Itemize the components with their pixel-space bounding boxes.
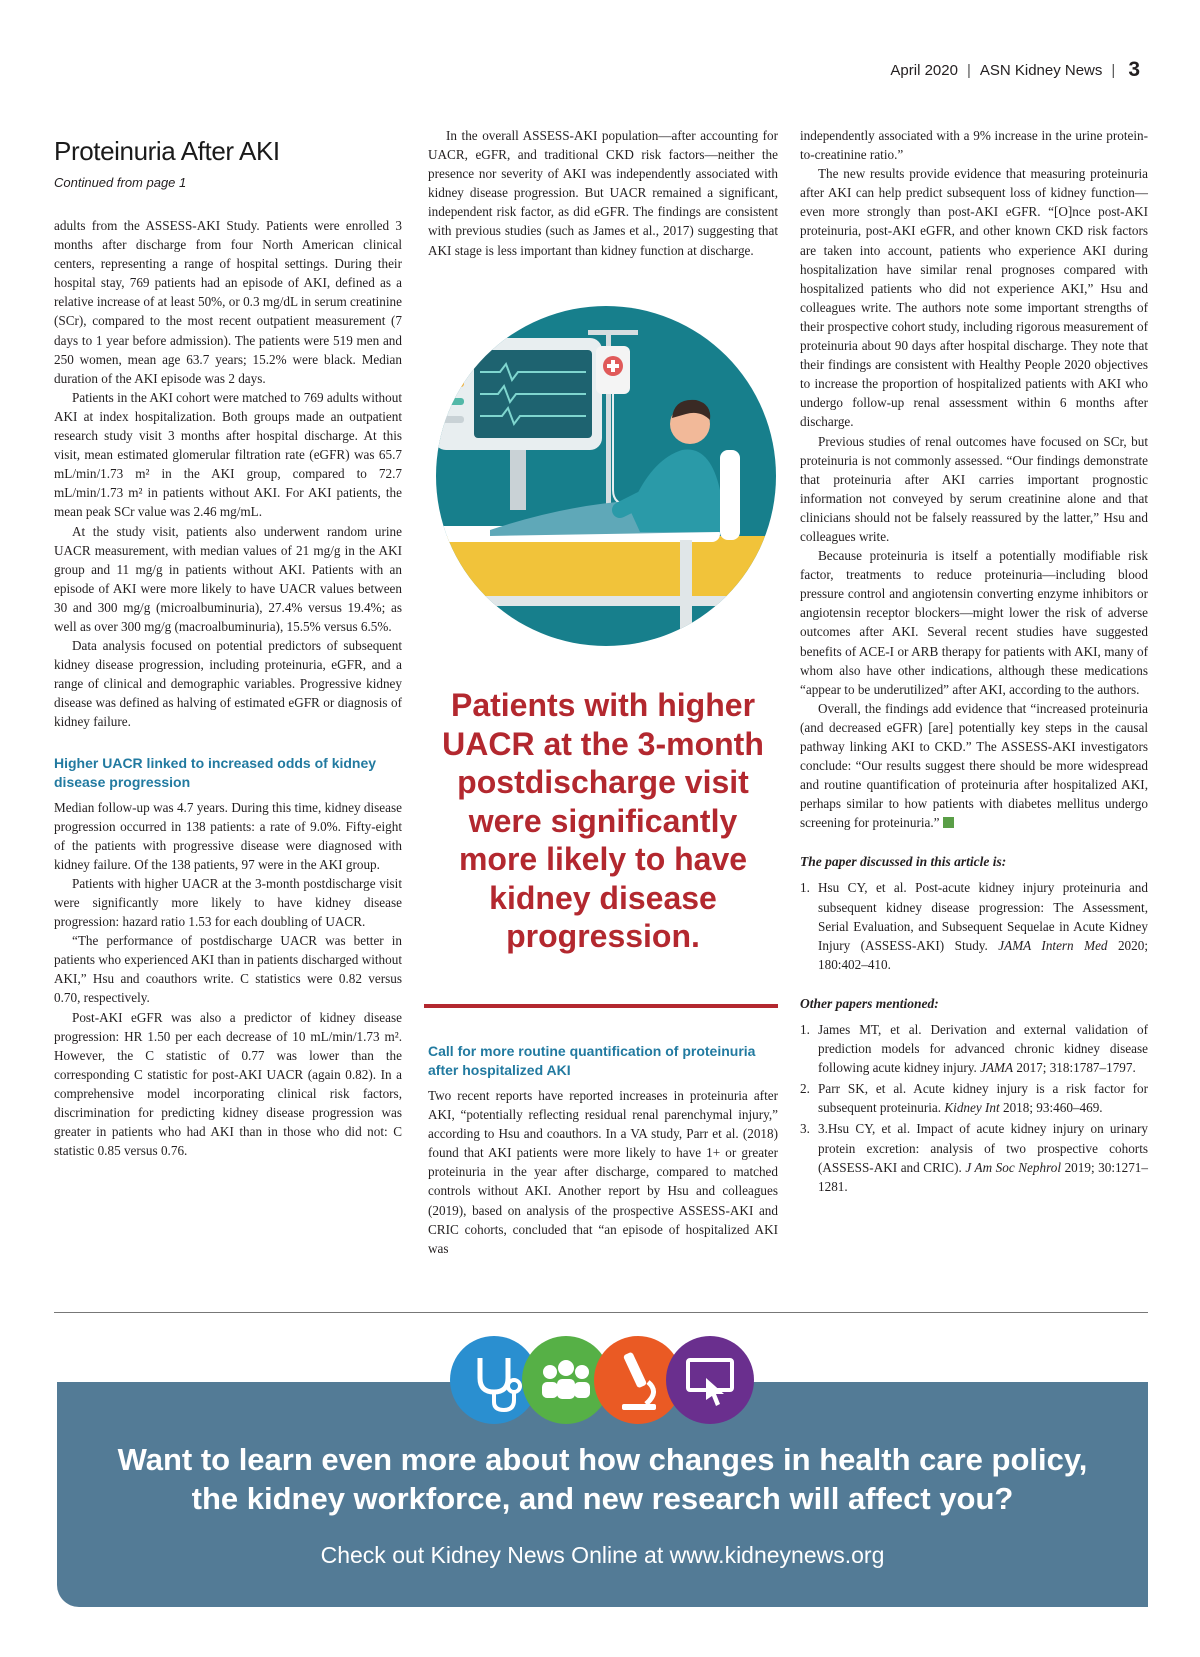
paragraph: Patients in the AKI cohort were matched to 769 adults without AKI at index hospitalization. Both groups made an outpatient research study visit 3 months after hospital discharge. At this visit, mean estimated glomerular filtration rate (eGFR) was 65.7 mL/min/1.73 m² in the AKI group, compared to 72.7 mL/min/1.73 m² in patients without AKI. For AKI patients, the mean peak SCr value was 2.46 mg/mL. [54,389,402,520]
other-reference-list [800,1020,1148,1196]
section-heading: Call for more routine quantification of proteinuria after hospitalized AKI [428,1043,756,1078]
page-header [890,58,1140,82]
hospital-patient-illustration [420,300,792,650]
article-column-2-lower [428,1042,778,1258]
promo-icons [448,1334,758,1426]
issue-date: April 2020 [890,61,958,79]
pull-quote-rule [424,1004,778,1008]
article-column-3 [800,126,1148,1198]
reference-item: 3. 3.Hsu CY, et al. Impact of acute kidney injury on urinary protein excretion: analysis of two prospective cohorts (ASSESS-AKI and CRIC). J Am Soc Nephrol 2019; 30:1271–1281. [800,1121,1148,1194]
paragraph: Data analysis focused on potential predictors of subsequent kidney disease progression, including proteinuria, eGFR, and a range of clinical and demographic variables. Progressive kidney disease was defined as halving of estimated eGFR or diagnosis of kidney failure. [54,638,402,730]
paragraph: At the study visit, patients also underwent random urine UACR measurement, with median values of 21 mg/g in the AKI group and 11 mg/g in patients without AKI. Patients with an episode of AKI were more likely to have UACR values between 30 and 300 mg/g (microalbuminuria), 27.4% versus 19.4%; as well as over 300 mg/g (macroalbuminuria), 15.5% versus 6.5%. [54,523,402,634]
reference-item: 2. Parr SK, et al. Acute kidney injury is a risk factor for subsequent proteinuria. Kidney Int 2018; 93:460–469. [800,1081,1148,1116]
promo-link-text[interactable]: Check out Kidney News Online at www.kidneynews.org [320,1542,885,1568]
reference-item: 1. Hsu CY, et al. Post-acute kidney injury proteinuria and subsequent kidney disease progression: The Assessment, Serial Evaluation, and Subsequent Sequelae in Acute Kidney Injury (ASSESS-AKI) Study. JAMA Intern Med 2020; 180:402–410. [800,880,1149,972]
article-column-2 [428,126,778,260]
paragraph: Patients with higher UACR at the 3-month postdischarge visit were significantly more likely to have kidney disease progression: hazard ratio 1.53 for each doubling of UACR. [54,875,402,930]
paragraph: Because proteinuria is itself a potentially modifiable risk factor, treatments to reduce proteinuria—including blood pressure control and angiotensin converting enzyme inhibitors or angiotensin receptor blockers—might lower the risk of adverse outcomes after AKI. Several recent studies have suggested benefits of ACE-I or ARB therapy for patients with AKI, many of whom also have other indications, although these medications “appear to be underutilized” after AKI, according to the authors. [800,548,1148,697]
paragraph: In the overall ASSESS-AKI population—after accounting for UACR, eGFR, and traditional CKD risk factors—neither the presence nor severity of AKI was independently associated with kidney disease progression. But UACR remained a significant, independent risk factor, as did eGFR. The findings are consistent with previous studies (such as James et al., 2017) suggesting that AKI stage is less important than kidney function at discharge. [428,128,778,258]
header-separator: | [966,61,971,79]
main-reference-list [800,878,1148,973]
touchscreen-icon [666,1336,754,1424]
paragraph: Post-AKI eGFR was also a predictor of kidney disease progression: HR 1.50 per each decrease of 10 mL/min/1.73 m². However, the C statistic of 0.77 was lower than the corresponding C statistic for post-AKI UACR (again 0.82). In a comprehensive model incorporating clinical risk factors, discrimination for predicting kidney disease progression was greater in patients who had AKI than in those who did not: C statistic 0.85 versus 0.76. [54,1009,402,1159]
article-title: Proteinuria After AKI [54,136,280,166]
article-column-1 [54,126,402,1160]
other-papers-heading: Other papers mentioned: [800,995,939,1011]
end-mark-icon [943,817,954,828]
paragraph: The new results provide evidence that measuring proteinuria after AKI can help predict subsequent loss of kidney function—even more strongly than post-AKI eGFR. “[O]nce post-AKI proteinuria, post-AKI eGFR, and other known CKD risk factors are taken into account, patients who experience AKI during hospitalization have similar renal prognoses compared with hospitalized patients who did not experience AKI,” Hsu and colleagues write. The authors note some important strengths of their prospective cohort study, including rigorous measurement of proteinuria about 90 days after hospital discharge. They note that their findings are consistent with Healthy People 2020 objectives to increase the proportion of hospitalized patients with AKI who undergo follow-up renal assessment within 6 months after discharge. [800,166,1148,430]
paragraph: adults from the ASSESS-AKI Study. Patients were enrolled 3 months after discharge from four North American clinical centers, representing a range of hospital settings. During their hospital stay, 769 patients had an episode of AKI, defined as a relative increase of at least 50%, or 0.3 mg/dL in serum creatinine (SCr), compared to the most recent outpatient measurement (7 days to 1 year before admission). The patients were 519 men and 250 women, mean age 63.7 years; 15.2% were black. Median duration of the AKI episode was 2 days. [54,218,402,386]
closing-paragraph-text: Overall, the findings add evidence that “increased proteinuria (and decreased eGFR) [are] potentially key steps in the causal pathway linking AKI to CKD.” The ASSESS-AKI investigators conclude: “Our results suggest there should be more widespread and routine quantification of proteinuria after hospitalized AKI, perhaps similar to how patients with diabetes mellitus undergo screening for proteinuria.” [800,700,1148,831]
bed-icon [420,536,792,596]
references-heading: The paper discussed in this article is: [800,854,1007,870]
paragraph [800,699,1148,833]
continued-note: Continued from page 1 [54,175,187,190]
paragraph: Median follow-up was 4.7 years. During this time, kidney disease progression occurred in 138 patients: a rate of 9.0%. Fifty-eight of the patients with progressive disease were diagnosed with kidney failure. Of the 138 patients, 97 were in the AKI group. [54,799,402,872]
header-separator: | [1111,61,1116,79]
paragraph: independently associated with a 9% increase in the urine protein-to-creatinine ratio.” [800,128,1148,163]
paragraph: Two recent reports have reported increases in proteinuria after AKI, “potentially reflecting residual renal parenchymal injury,” according to Hsu and coauthors. In a VA study, Parr et al. (2018) found that AKI patients were more likely to have 1+ or greater proteinuria in the year after discharge, compared to matched controls without AKI. Another report by Hsu and colleagues (2019), based on analysis of the prospective ASSESS-AKI and CRIC cohorts, concluded that “an episode of hospitalized AKI was [428,1088,778,1256]
page-number: 3 [1128,58,1140,81]
reference-item: 1. James MT, et al. Derivation and external validation of prediction models for advanced chronic kidney disease following acute kidney injury. JAMA 2017; 318:1787–1797. [800,1021,1148,1076]
section-heading: Higher UACR linked to increased odds of kidney disease progression [54,754,377,790]
paragraph: Previous studies of renal outcomes have focused on SCr, but proteinuria is not commonly assessed. “Our findings demonstrate that proteinuria after AKI carries important prognostic information not conveyed by serum creatinine alone and that clinicians should not be falsely reassured by the latter,” Hsu and colleagues write. [800,433,1148,544]
footer-divider [54,1312,1148,1313]
paragraph: “The performance of postdischarge UACR was better in patients who experienced AKI than in patients discharged without AKI,” Hsu and coauthors write. C statistics were 0.82 versus 0.70, respectively. [54,933,402,1006]
pull-quote: Patients with higher UACR at the 3-month postdischarge visit were significantly more likely to have kidney disease progression. [442,687,764,954]
publication-name: ASN Kidney News [979,61,1103,79]
promo-headline: Want to learn even more about how changes in health care policy, the kidney workforce, and new research will affect you? [117,1442,1088,1516]
